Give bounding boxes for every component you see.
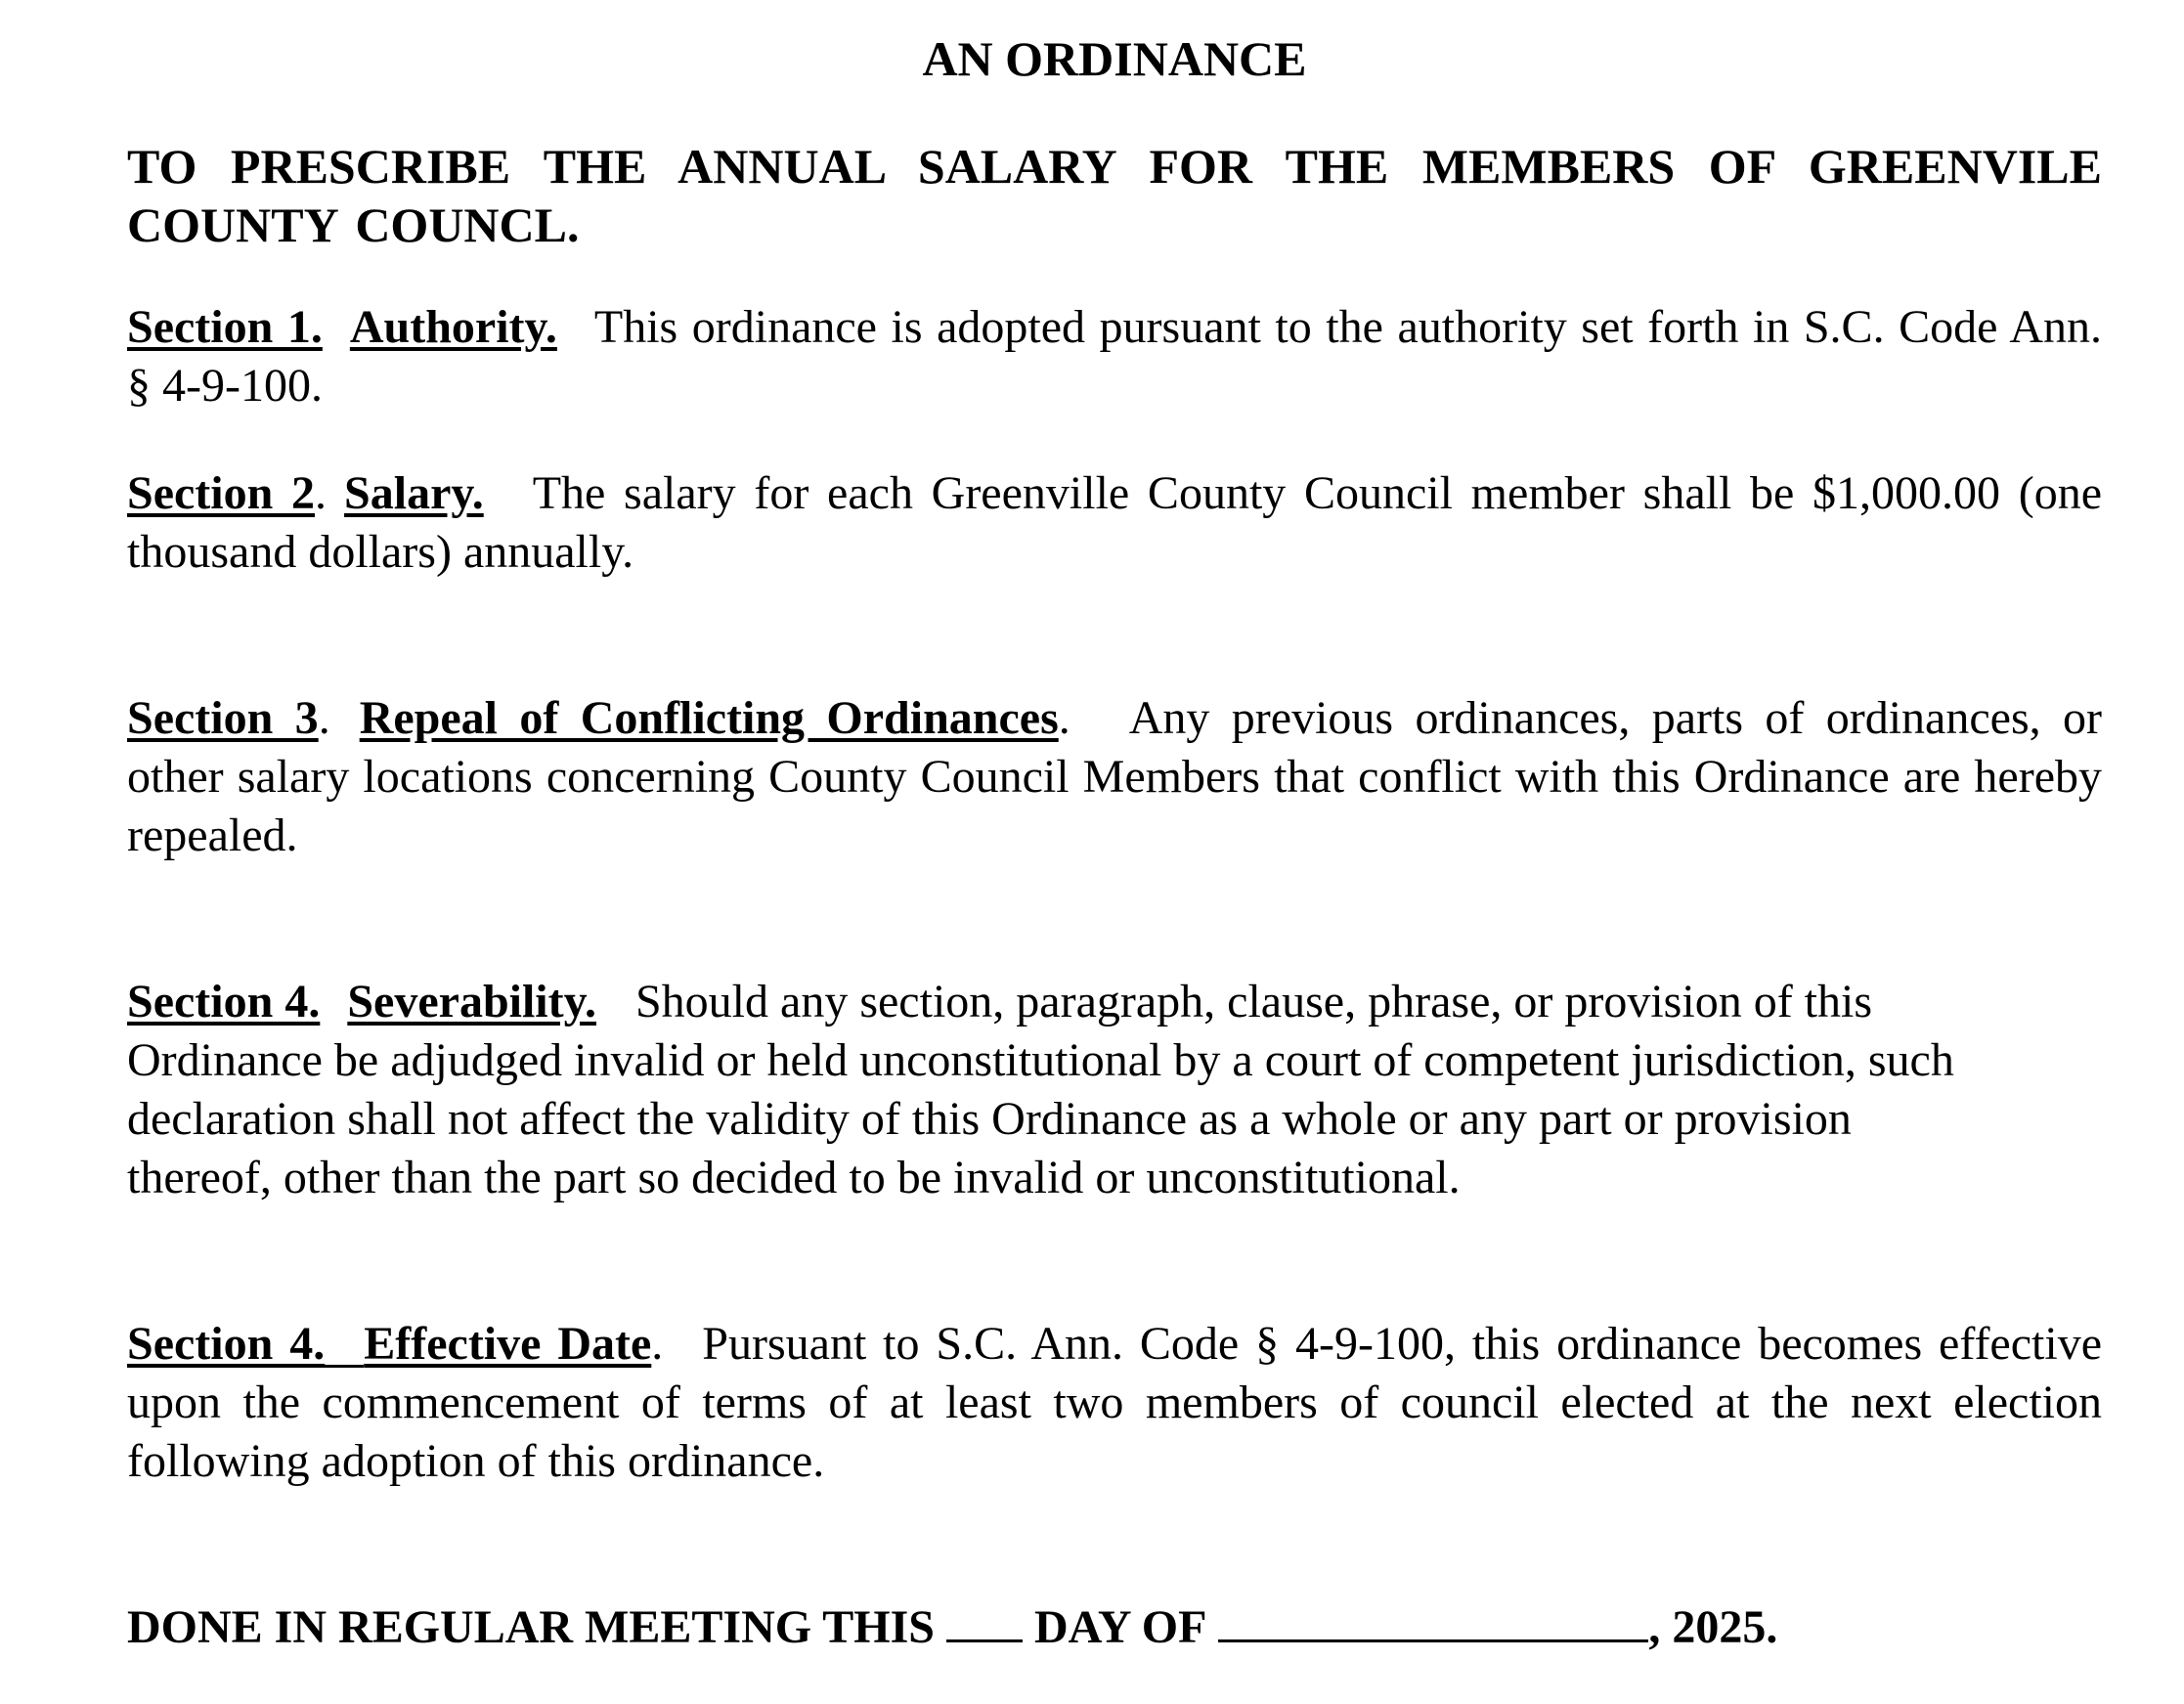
section-salary: Section 2. Salary. The salary for each Greenville County Council member shall be $1,000.00 (one thousand dollars) annually. [127, 467, 2102, 578]
done-in-meeting-line [127, 1598, 2102, 1657]
section-body: This ordinance is adopted pursuant to the authority set forth in S.C. Code Ann. § 4-9-100. [127, 301, 2102, 412]
section-body: The salary for each Greenville County Council member shall be $1,000.00 (one thousand dollars) annually. [127, 467, 2102, 578]
section-line: Ordinance be adjudged invalid or held unconstitutional by a court of competent jurisdiction, such [127, 1034, 1954, 1086]
section-body: Pursuant to S.C. Ann. Code § 4-9-100, this ordinance becomes effective upon the commencement of terms of at least two members of council elected at the next election following adoption of this ordinance. [127, 1318, 2103, 1487]
section-number: Section 1. [127, 301, 323, 353]
section-authority [127, 298, 2102, 415]
section-heading: Repeal of Conflicting Ordinances [359, 692, 1059, 744]
closing-suffix: , 2025. [1648, 1601, 1778, 1653]
section-number: Section 4. [127, 1318, 326, 1370]
section-heading: Authority. [349, 301, 557, 353]
month-blank [1218, 1600, 1648, 1642]
section-number: Section 3 [127, 692, 319, 744]
section-body: Should any section, paragraph, clause, phrase, or provision of this [634, 976, 1873, 1027]
document-subtitle: TO PRESCRIBE THE ANNUAL SALARY FOR THE MEMBERS OF GREENVILE COUNTY COUNCL. [127, 139, 2102, 252]
section-effective-date: Section 4. Effective Date. Pursuant to S.C. Ann. Code § 4-9-100, this ordinance becomes effective upon the commencement of terms of at least two members of council elected at the next election following adoption of this ordinance. [127, 1318, 2103, 1487]
section-severability [127, 973, 2102, 1207]
section-line [127, 973, 2102, 1031]
ordinance-document [127, 29, 2102, 1657]
section-repeal: Section 3. Repeal of Conflicting Ordinances. Any previous ordinances, parts of ordinances, or other salary locations concerning County Council Members that conflict with this Ordinance are hereby repealed. [127, 692, 2102, 861]
section-number: Section 4. [127, 976, 321, 1027]
closing-prefix: DONE IN REGULAR MEETING THIS [127, 1601, 935, 1653]
section-line: declaration shall not affect the validity of this Ordinance as a whole or any part or provision [127, 1093, 1852, 1145]
section-number: Section 2 [127, 467, 316, 519]
section-heading: Salary. [344, 467, 484, 519]
day-blank [946, 1600, 1023, 1642]
section-heading: Severability. [347, 976, 596, 1027]
section-body: Any previous ordinances, parts of ordinances, or other salary locations concerning County Council Members that conflict with this Ordinance are hereby repealed. [127, 692, 2102, 861]
section-line: thereof, other than the part so decided to be invalid or unconstitutional. [127, 1152, 1461, 1203]
document-title: AN ORDINANCE [922, 31, 1307, 86]
closing-middle: DAY OF [1033, 1601, 1207, 1653]
section-heading: Effective Date [364, 1318, 652, 1370]
